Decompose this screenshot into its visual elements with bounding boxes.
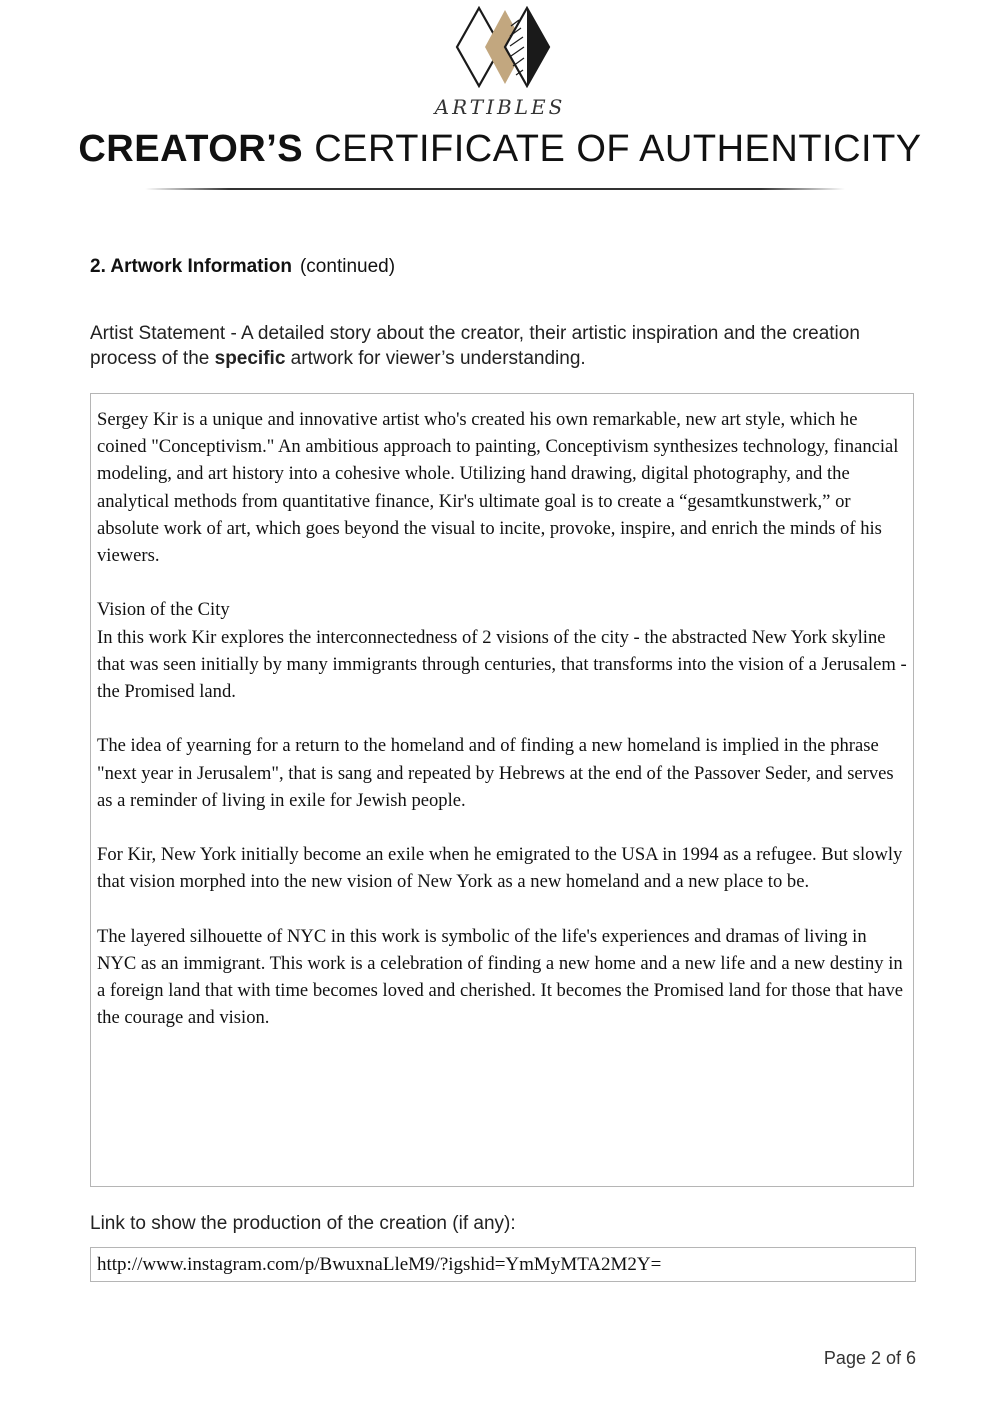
statement-paragraph: The idea of yearning for a return to the homeland and of finding a new homeland is implied in the phrase "next year in Jerusalem", that is sang and repeated by Hebrews at the end of the Passover Seder, and serves as a reminder of living in exile for Jewish people. — [97, 735, 894, 811]
artist-statement-field[interactable] — [90, 393, 914, 1187]
artist-statement-instructions — [90, 321, 890, 371]
artibles-logo — [455, 6, 551, 88]
production-link-value[interactable]: http://www.instagram.com/p/BwuxnaLleM9/?igshid=YmMyMTA2M2Y= — [97, 1254, 662, 1275]
section-continued: (continued) — [299, 256, 396, 277]
section-title: 2. Artwork Information — [90, 256, 292, 277]
production-link-label: Link to show the production of the creation (if any): — [90, 1213, 516, 1234]
statement-paragraph: For Kir, New York initially become an exile when he emigrated to the USA in 1994 as a refugee. But slowly that vision morphed into the new vision of New York as a new homeland and a new place to be. — [97, 844, 903, 893]
artwork-title: Vision of the City — [97, 599, 230, 621]
statement-paragraph: In this work Kir explores the interconnectedness of 2 visions of the city - the abstracted New York skyline that was seen initially by many immigrants through centuries, that transforms into the vision of a Jerusalem - the Promised land. — [97, 626, 907, 703]
title-bold: CREATOR’S — [78, 128, 304, 170]
intro-part-1: Artist Statement - A detailed story about the creator, their artistic inspiration and the creation process of the — [90, 323, 860, 369]
production-link-field[interactable] — [90, 1247, 916, 1282]
page-number: Page 2 of 6 — [823, 1348, 916, 1368]
intro-emphasis: specific — [214, 348, 286, 369]
statement-paragraph: The layered silhouette of NYC in this work is symbolic of the life's experiences and dramas of living in NYC as an immigrant. This work is a celebration of finding a new home and a new life and a new destiny in a foreign land that with time becomes loved and cherished. It becomes the Promised land for those that have the courage and vision. — [97, 925, 904, 1029]
title-rest: CERTIFICATE OF AUTHENTICITY — [314, 128, 922, 170]
header-divider — [145, 188, 845, 190]
diamond-logo-icon — [455, 6, 551, 88]
page-title — [0, 128, 1000, 171]
artist-statement-text — [97, 406, 909, 1059]
intro-part-2: artwork for viewer’s understanding. — [285, 348, 586, 369]
statement-paragraph: Sergey Kir is a unique and innovative artist who's created his own remarkable, new art style, which he coined "Conceptivism." An ambitious approach to painting, Conceptivism synthesizes technology, financial modeling, and art history into a cohesive whole. Utilizing hand drawing, digital photography, and the analytical methods from quantitative finance, Kir's ultimate goal is to create a “gesamtkunstwerk,” or absolute work of art, which goes beyond the visual to incite, provoke, inspire, and enrich the minds of his viewers. — [97, 409, 899, 567]
brand-name: ARTIBLES — [434, 95, 566, 119]
section-heading — [90, 256, 395, 278]
